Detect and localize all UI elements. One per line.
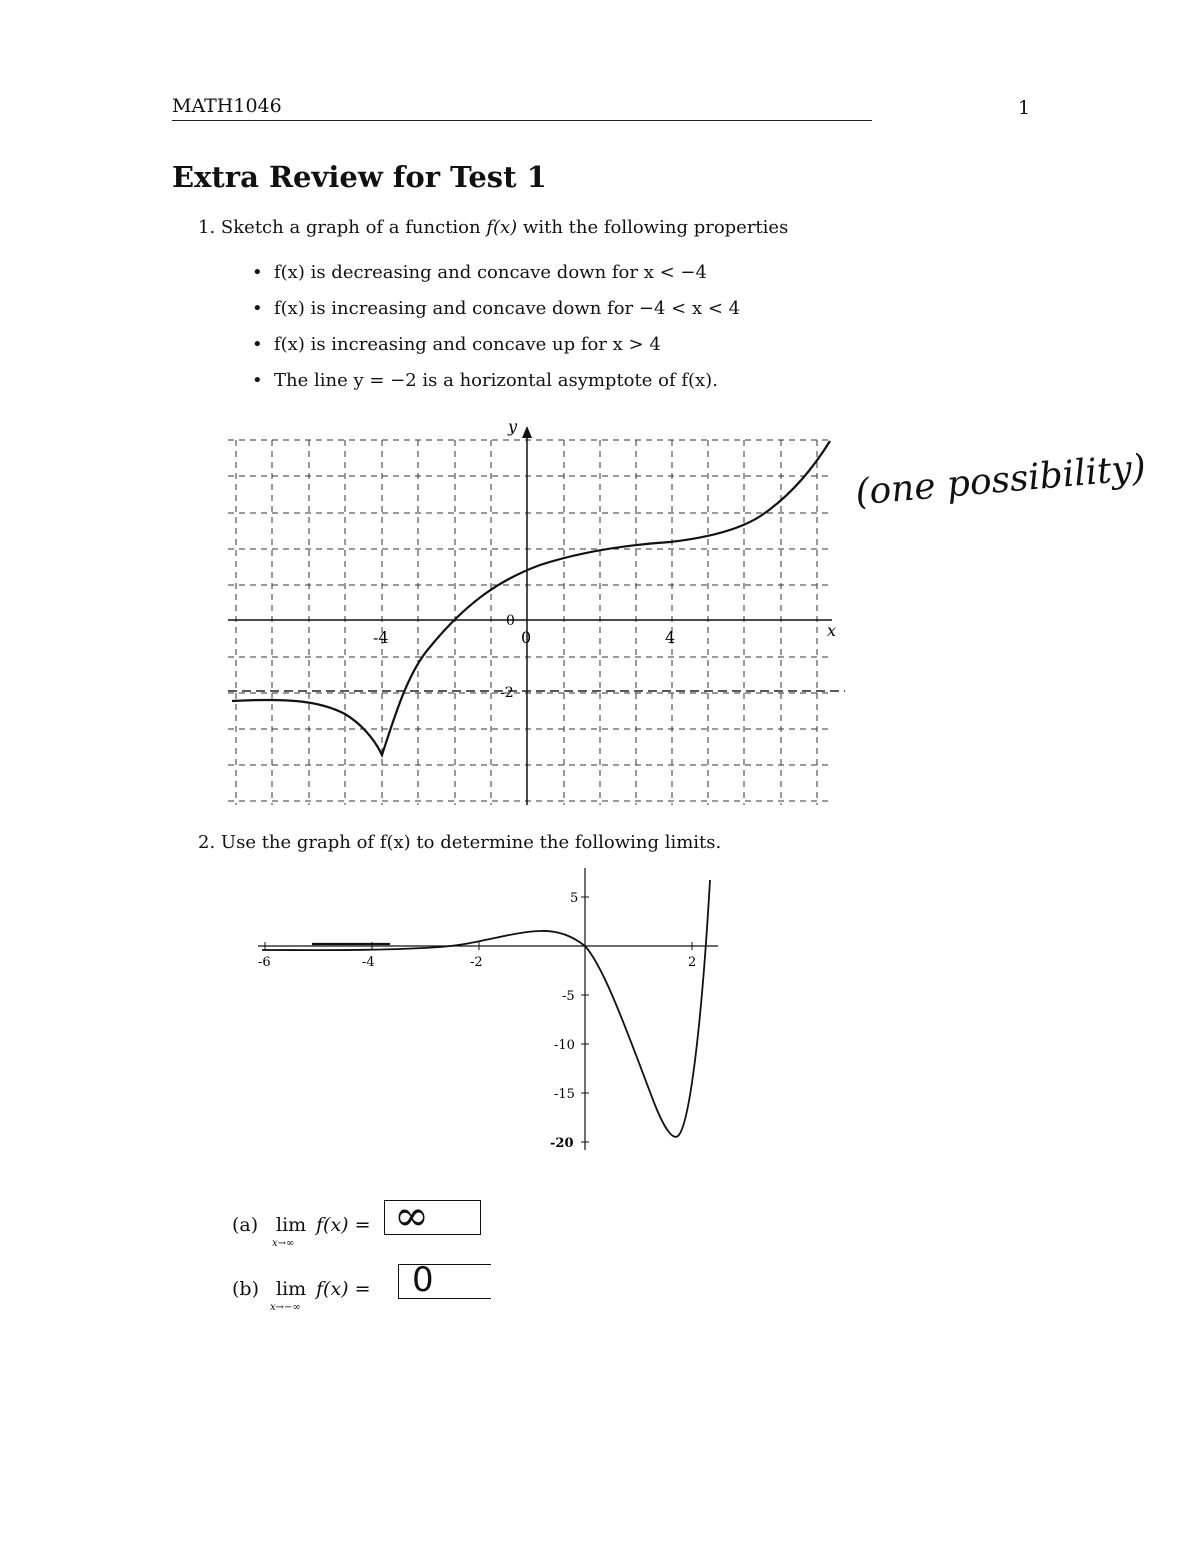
limits-y-tick: 5: [570, 891, 579, 906]
limit-a-lim: lim: [276, 1214, 307, 1236]
limit-b-lim: lim: [276, 1278, 307, 1300]
limits-y-tick: -5: [562, 989, 575, 1004]
course-code: MATH1046: [172, 95, 282, 117]
question-1-text-b: with the following properties: [517, 217, 789, 238]
limits-x-tick: -4: [362, 955, 375, 970]
sketch-tick-label: 0: [521, 628, 532, 647]
limit-b-expr: f(x) =: [316, 1278, 371, 1300]
handwritten-note: (one possibility): [853, 447, 1148, 514]
sketch-x-label: x: [827, 621, 837, 640]
sketch-tick-label: 4: [665, 628, 676, 647]
limits-curve: [262, 880, 710, 1137]
answer-b: 0: [412, 1260, 434, 1300]
limit-part-b-label: (b): [232, 1278, 259, 1300]
limits-y-tick: -10: [554, 1038, 575, 1053]
question-1-text-a: Sketch a graph of a function: [220, 217, 487, 238]
answer-a: ∞: [394, 1191, 429, 1240]
limit-a-sub: x→∞: [272, 1238, 295, 1249]
page-title: Extra Review for Test 1: [172, 160, 547, 194]
limit-b-sub: x→−∞: [270, 1302, 301, 1313]
sketch-tick-label: 0: [506, 613, 515, 629]
limits-x-tick: 2: [688, 955, 697, 970]
limits-ticks: [265, 897, 692, 1142]
property-item: • f(x) is increasing and concave up for x > 4: [248, 333, 740, 369]
property-item: • The line y = −2 is a horizontal asymptote of f(x).: [248, 369, 740, 405]
property-item: • f(x) is increasing and concave down for −4 < x < 4: [248, 297, 740, 333]
limits-y-tick: -20: [550, 1136, 574, 1151]
property-item: • f(x) is decreasing and concave down for x < −4: [248, 261, 740, 297]
sketch-tick-label: -4: [373, 628, 389, 647]
sketch-y-label: y: [508, 417, 518, 436]
question-1-number: 1.: [198, 217, 216, 238]
limit-a-expr: f(x) =: [316, 1214, 371, 1236]
question-1-fx: f(x): [486, 217, 518, 238]
limits-x-tick: -6: [258, 955, 271, 970]
limit-part-b: [232, 1278, 259, 1300]
limit-part-a-label: (a): [232, 1214, 259, 1236]
limits-x-tick: -2: [470, 955, 483, 970]
limits-y-tick: -15: [554, 1087, 575, 1102]
page-number: 1: [1018, 97, 1031, 119]
limit-part-a: [232, 1214, 258, 1236]
sketch-tick-label: -2: [500, 685, 514, 701]
question-2-number: 2.: [198, 832, 216, 853]
question-2-text: Use the graph of f(x) to determine the following limits.: [220, 832, 722, 853]
